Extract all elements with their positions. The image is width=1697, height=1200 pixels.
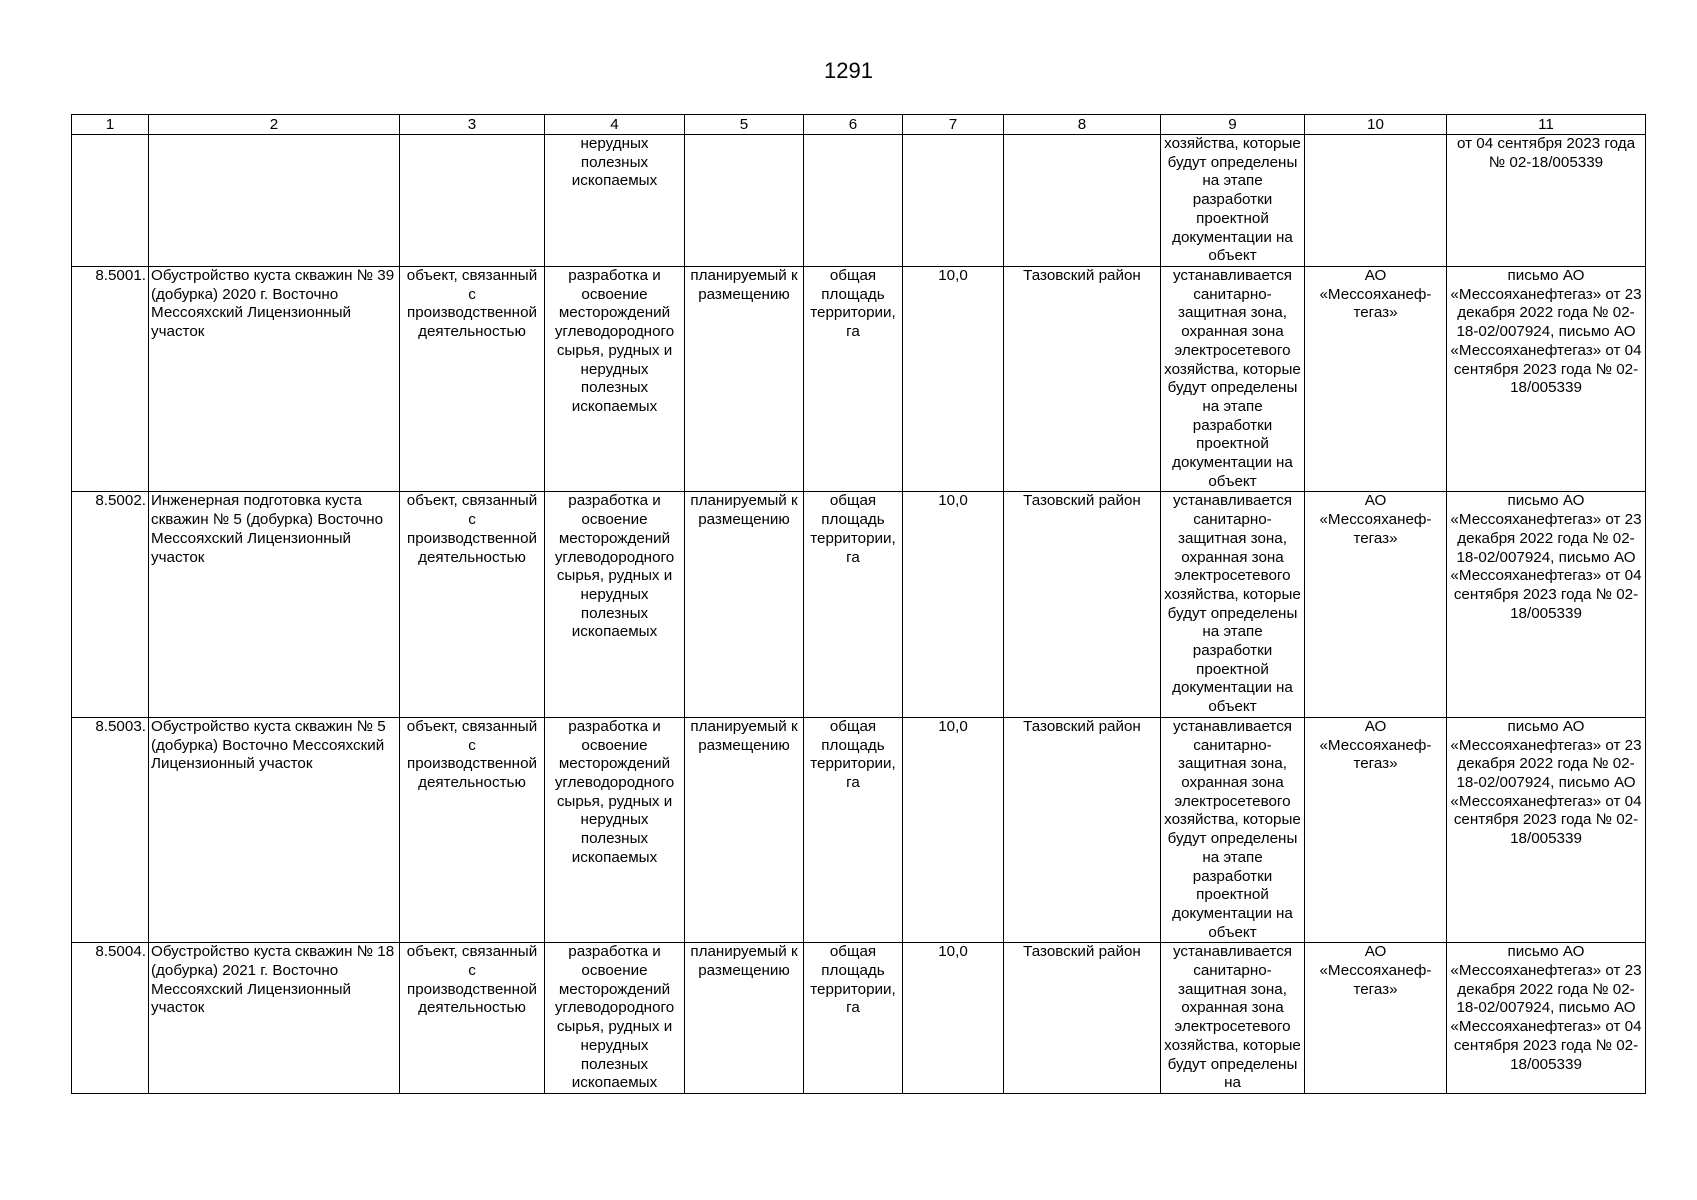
cell-empty xyxy=(400,135,545,267)
column-number: 10 xyxy=(1305,115,1447,135)
cell-name: Обустройство куста скважин № 5 (добурка) Восточно Мессояхский Лицензионный участок xyxy=(149,717,400,942)
column-number: 5 xyxy=(685,115,804,135)
table-row xyxy=(72,943,1646,1094)
cell-owner: АО «Мессояханеф-тегаз» xyxy=(1305,492,1447,717)
column-number: 6 xyxy=(804,115,903,135)
cell-owner: АО «Мессояханеф-тегаз» xyxy=(1305,267,1447,492)
column-number: 11 xyxy=(1447,115,1646,135)
cell-characteristic: общая площадь территории, га xyxy=(804,492,903,717)
cell-empty xyxy=(72,135,149,267)
cell-type: объект, связанный с производственной деятельностью xyxy=(400,717,545,942)
column-number: 2 xyxy=(149,115,400,135)
cell-zones: устанавливается санитарно-защитная зона, охранная зона электросетевого хозяйства, которые будут определены на xyxy=(1161,943,1305,1094)
cell-owner: АО «Мессояханеф-тегаз» xyxy=(1305,943,1447,1094)
cell-purpose: разработка и освоение месторождений углеводородного сырья, рудных и нерудных полезных ископаемых xyxy=(545,717,685,942)
cell-zones: устанавливается санитарно-защитная зона, охранная зона электросетевого хозяйства, которые будут определены на этапе разработки проектной документации на объект xyxy=(1161,717,1305,942)
cell-purpose: разработка и освоение месторождений углеводородного сырья, рудных и нерудных полезных ископаемых xyxy=(545,492,685,717)
column-number: 3 xyxy=(400,115,545,135)
cell-empty xyxy=(685,135,804,267)
cell-status: планируемый к размещению xyxy=(685,492,804,717)
column-number: 4 xyxy=(545,115,685,135)
cell-type: объект, связанный с производственной деятельностью xyxy=(400,492,545,717)
cell-basis: от 04 сентября 2023 года № 02-18/005339 xyxy=(1447,135,1646,267)
cell-basis: письмо АО «Мессояханефтегаз» от 23 декабря 2022 года № 02-18-02/007924, письмо АО «Мессояханефтегаз» от 04 сентября 2023 года № 02-18/005339 xyxy=(1447,717,1646,942)
cell-location: Тазовский район xyxy=(1004,717,1161,942)
column-number-row xyxy=(72,115,1646,135)
cell-name: Инженерная подготовка куста скважин № 5 (добурка) Восточно Мессояхский Лицензионный участок xyxy=(149,492,400,717)
cell-basis: письмо АО «Мессояханефтегаз» от 23 декабря 2022 года № 02-18-02/007924, письмо АО «Мессояханефтегаз» от 04 сентября 2023 года № 02-18/005339 xyxy=(1447,267,1646,492)
cell-location: Тазовский район xyxy=(1004,492,1161,717)
cell-owner: АО «Мессояханеф-тегаз» xyxy=(1305,717,1447,942)
cell-number: 8.5003. xyxy=(72,717,149,942)
cell-characteristic: общая площадь территории, га xyxy=(804,717,903,942)
cell-empty xyxy=(149,135,400,267)
cell-location: Тазовский район xyxy=(1004,267,1161,492)
cell-basis: письмо АО «Мессояханефтегаз» от 23 декабря 2022 года № 02-18-02/007924, письмо АО «Мессояханефтегаз» от 04 сентября 2023 года № 02-18/005339 xyxy=(1447,492,1646,717)
column-number: 7 xyxy=(903,115,1004,135)
cell-name: Обустройство куста скважин № 18 (добурка) 2021 г. Восточно Мессояхский Лицензионный участок xyxy=(149,943,400,1094)
cell-status: планируемый к размещению xyxy=(685,717,804,942)
cell-number: 8.5001. xyxy=(72,267,149,492)
table-row xyxy=(72,717,1646,942)
cell-value: 10,0 xyxy=(903,717,1004,942)
cell-value: 10,0 xyxy=(903,267,1004,492)
cell-zones: устанавливается санитарно-защитная зона, охранная зона электросетевого хозяйства, которые будут определены на этапе разработки проектной документации на объект xyxy=(1161,267,1305,492)
table-row xyxy=(72,492,1646,717)
cell-characteristic: общая площадь территории, га xyxy=(804,943,903,1094)
cell-status: планируемый к размещению xyxy=(685,943,804,1094)
page-number: 1291 xyxy=(824,58,873,83)
objects-table xyxy=(71,114,1646,1094)
column-number: 9 xyxy=(1161,115,1305,135)
cell-number: 8.5004. xyxy=(72,943,149,1094)
cell-type: объект, связанный с производственной деятельностью xyxy=(400,943,545,1094)
cell-value: 10,0 xyxy=(903,943,1004,1094)
cell-zones: устанавливается санитарно-защитная зона, охранная зона электросетевого хозяйства, которые будут определены на этапе разработки проектной документации на объект xyxy=(1161,492,1305,717)
cell-empty xyxy=(1004,135,1161,267)
cell-status: планируемый к размещению xyxy=(685,267,804,492)
continuation-row xyxy=(72,135,1646,267)
cell-zones: хозяйства, которые будут определены на этапе разработки проектной документации на объект xyxy=(1161,135,1305,267)
cell-location: Тазовский район xyxy=(1004,943,1161,1094)
cell-basis: письмо АО «Мессояханефтегаз» от 23 декабря 2022 года № 02-18-02/007924, письмо АО «Мессояханефтегаз» от 04 сентября 2023 года № 02-18/005339 xyxy=(1447,943,1646,1094)
column-number: 1 xyxy=(72,115,149,135)
cell-empty xyxy=(903,135,1004,267)
cell-value: 10,0 xyxy=(903,492,1004,717)
cell-number: 8.5002. xyxy=(72,492,149,717)
cell-purpose: нерудных полезных ископаемых xyxy=(545,135,685,267)
cell-type: объект, связанный с производственной деятельностью xyxy=(400,267,545,492)
cell-empty xyxy=(804,135,903,267)
cell-name: Обустройство куста скважин № 39 (добурка) 2020 г. Восточно Мессояхский Лицензионный участок xyxy=(149,267,400,492)
cell-purpose: разработка и освоение месторождений углеводородного сырья, рудных и нерудных полезных ископаемых xyxy=(545,943,685,1094)
cell-characteristic: общая площадь территории, га xyxy=(804,267,903,492)
cell-empty xyxy=(1305,135,1447,267)
cell-purpose: разработка и освоение месторождений углеводородного сырья, рудных и нерудных полезных ископаемых xyxy=(545,267,685,492)
column-number: 8 xyxy=(1004,115,1161,135)
table-row xyxy=(72,267,1646,492)
